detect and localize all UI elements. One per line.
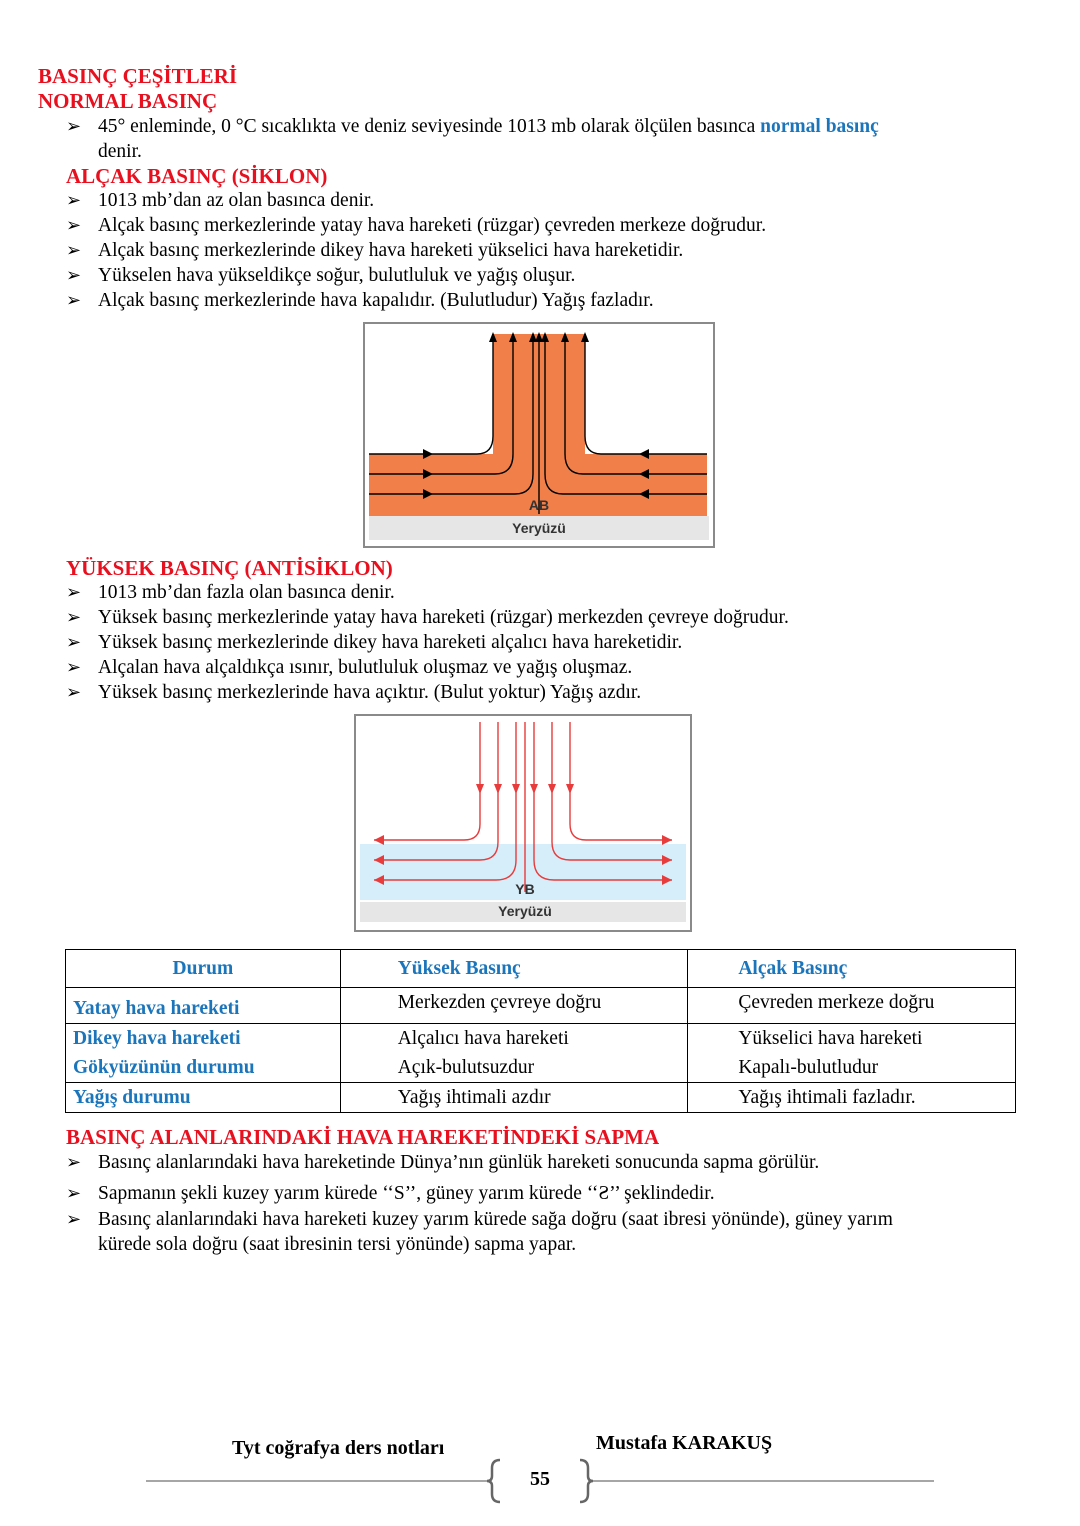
footer-author: Mustafa KARAKUŞ bbox=[596, 1432, 773, 1454]
bullet-arrow-icon: ➢ bbox=[66, 682, 82, 703]
list-item: ➢ Basınç alanlarındaki hava hareketi kuzey yarım kürede sağa doğru (saat ibresi yönünde), güney yarım kürede sola doğru (saat ibresinin tersi yönünde) sapma yapar. bbox=[66, 1209, 893, 1255]
table-cell: Yatay hava hareketi bbox=[66, 988, 341, 1024]
bullet-arrow-icon: ➢ bbox=[66, 632, 82, 653]
table-cell: Kapalı-bulutludur bbox=[688, 1053, 1016, 1083]
air-mass-shape bbox=[369, 334, 707, 516]
table-header: Yüksek Basınç bbox=[340, 950, 688, 988]
section-title-types: BASINÇ ÇEŞİTLERİ bbox=[38, 64, 237, 88]
bullet-arrow-icon: ➢ bbox=[66, 657, 82, 678]
heading-low-pressure: ALÇAK BASINÇ (SİKLON) bbox=[66, 164, 328, 188]
normal-text-cont: denir. bbox=[98, 141, 142, 162]
comparison-table bbox=[65, 949, 1016, 1113]
table-cell: Dikey hava hareketi bbox=[66, 1024, 341, 1054]
table-cell: Açık-bulutsuzdur bbox=[340, 1053, 688, 1083]
footer-course-title: Tyt coğrafya ders notları bbox=[232, 1437, 445, 1459]
table-cell: Yağış ihtimali azdır bbox=[340, 1083, 688, 1113]
table-header: Durum bbox=[66, 950, 341, 988]
low-pressure-svg bbox=[365, 324, 713, 546]
table-header: Alçak Basınç bbox=[688, 950, 1016, 988]
normal-pressure-bullet bbox=[66, 115, 1026, 165]
bullet-arrow-icon: ➢ bbox=[66, 215, 82, 236]
heading-normal-pressure: NORMAL BASINÇ bbox=[38, 89, 218, 113]
low-pressure-diagram bbox=[363, 322, 715, 548]
table-row bbox=[66, 1083, 1016, 1113]
table-row bbox=[66, 988, 1016, 1024]
bullet-arrow-icon: ➢ bbox=[66, 1152, 82, 1173]
table-cell: Alçalıcı hava hareketi bbox=[340, 1024, 688, 1054]
table-cell: Yağış ihtimali fazladır. bbox=[688, 1083, 1016, 1113]
bullet-arrow-icon: ➢ bbox=[66, 1209, 82, 1230]
bullet-arrow-icon: ➢ bbox=[66, 1183, 82, 1204]
table-cell: Çevreden merkeze doğru bbox=[688, 988, 1016, 1024]
bullet-arrow-icon: ➢ bbox=[66, 290, 82, 311]
table-cell: Merkezden çevreye doğru bbox=[340, 988, 688, 1024]
table-row bbox=[66, 1053, 1016, 1083]
table-row bbox=[66, 1024, 1016, 1054]
normal-text: 45° enleminde, 0 °C sıcaklıkta ve deniz seviyesinde 1013 mb olarak ölçülen basınca bbox=[98, 116, 761, 137]
heading-deflection: BASINÇ ALANLARINDAKİ HAVA HAREKETİNDEKİ SAPMA bbox=[66, 1125, 660, 1149]
bullet-arrow-icon: ➢ bbox=[66, 607, 82, 628]
high-pressure-svg bbox=[356, 716, 690, 930]
table-header-row bbox=[66, 950, 1016, 988]
figure-label-ab: AB bbox=[528, 497, 550, 513]
figure-label-yb: YB bbox=[515, 881, 535, 897]
normal-term: normal basınç bbox=[760, 116, 879, 137]
bullet-arrow-icon: ➢ bbox=[66, 240, 82, 261]
bullet-arrow-icon: ➢ bbox=[66, 116, 82, 137]
figure-ground-label: Yeryüzü bbox=[498, 903, 552, 919]
figure-ground-label: Yeryüzü bbox=[512, 520, 566, 536]
table-cell: Yağış durumu bbox=[66, 1083, 341, 1113]
heading-high-pressure: YÜKSEK BASINÇ (ANTİSİKLON) bbox=[66, 556, 393, 580]
bullet-arrow-icon: ➢ bbox=[66, 265, 82, 286]
high-pressure-diagram bbox=[354, 714, 692, 932]
page-number: 55 bbox=[530, 1468, 550, 1490]
table-cell: Yükselici hava hareketi bbox=[688, 1024, 1016, 1054]
table-cell: Gökyüzünün durumu bbox=[66, 1053, 341, 1083]
bullet-arrow-icon: ➢ bbox=[66, 190, 82, 211]
bullet-arrow-icon: ➢ bbox=[66, 582, 82, 603]
